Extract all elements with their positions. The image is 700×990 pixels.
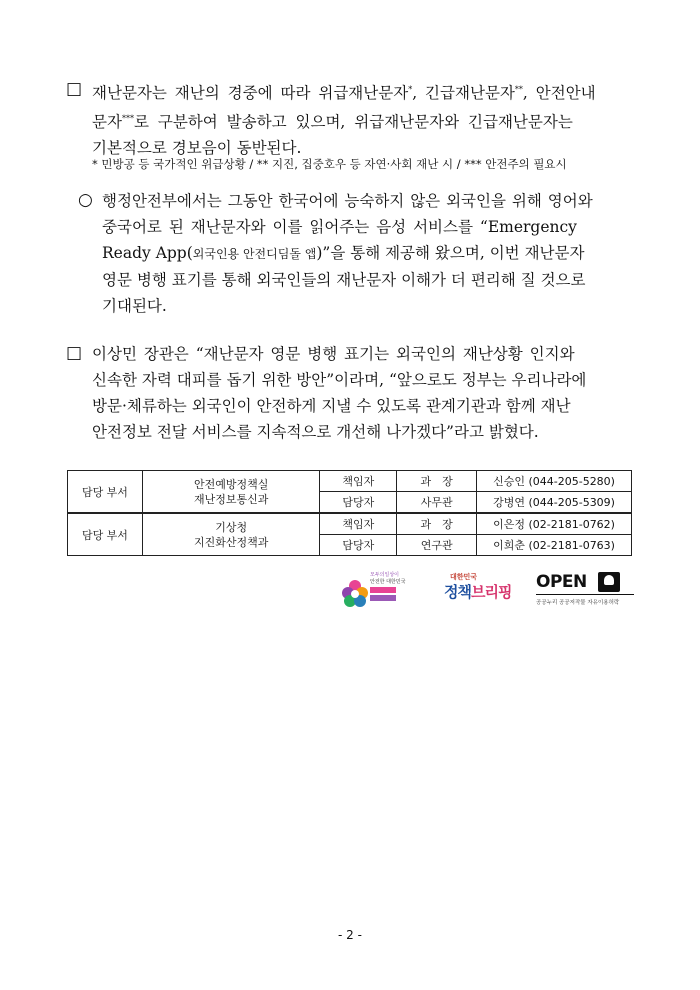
paragraph-1-line-1 [92, 77, 632, 106]
paragraph-3-line-4: 안전정보 전달 서비스를 지속적으로 개선해 나가겠다”라고 밝혔다. [92, 423, 539, 441]
kogl-open-logo [536, 572, 642, 618]
contact-cell: 이은정 (02-2181-0762) [477, 513, 632, 535]
paragraph-2-line-1: 행정안전부에서는 그동안 한국어에 능숙하지 않은 외국인을 위해 영어와 [102, 192, 593, 210]
role-cell: 책임자 [320, 471, 397, 492]
contact-cell: 이희춘 (02-2181-0763) [477, 535, 632, 556]
paragraph-2-line-2: 중국어로 된 재난문자와 이를 읽어주는 음성 서비스를 “Emergency [102, 218, 577, 236]
position-cell: 사무관 [397, 492, 477, 514]
text: 로 구분하여 발송하고 있으며, 위급재난문자와 긴급재난문자는 [133, 113, 573, 131]
paragraph-1-line-2 [92, 106, 632, 135]
contact-cell: 신승인 (044-205-5280) [477, 471, 632, 492]
circle-bullet: ○ [78, 190, 93, 210]
dept-label: 담당 부서 [68, 513, 143, 556]
paragraph-2 [102, 188, 632, 319]
square-bullet: □ [66, 79, 83, 99]
role-cell: 담당자 [320, 492, 397, 514]
page-number: - 2 - [338, 928, 362, 942]
logo-text-part: 브리핑 [470, 583, 512, 601]
flower-icon [340, 578, 370, 608]
footer-logos [340, 566, 640, 622]
text: )”을 통해 제공해 왔으며, 이번 재난문자 [316, 244, 585, 262]
table-row [68, 513, 632, 535]
role-cell: 담당자 [320, 535, 397, 556]
table-row [68, 471, 632, 492]
dept-name [142, 513, 320, 556]
contact-table [67, 470, 632, 556]
paragraph-1-line-3: 기본적으로 경보음이 동반된다. [92, 139, 302, 157]
policy-briefing-logo [444, 572, 530, 616]
footnote-mark: *** [121, 114, 134, 123]
logo-text: 모두의일상이 [370, 572, 399, 578]
text: Ready App( [102, 244, 193, 262]
person-icon [598, 572, 620, 592]
paragraph-3-line-3: 방문·체류하는 외국인이 안전하게 지낼 수 있도록 관계기관과 함께 재난 [92, 397, 571, 415]
dept-name [142, 471, 320, 514]
footnote: * 민방공 등 국가적인 위급상황 / ** 지진, 집중호우 등 자연·사회 재난 시 / *** 안전주의 필요시 [92, 157, 567, 171]
logo-text: 안전한 대한민국 [370, 579, 406, 585]
logo-text: 대한민국 [450, 573, 478, 581]
paragraph-2-line-3 [102, 240, 632, 267]
square-bullet: □ [66, 343, 83, 363]
position-cell: 과 장 [397, 513, 477, 535]
text: , 안전안내 [522, 84, 596, 102]
dept-line: 안전예방정책실 [193, 477, 269, 491]
text: 문자 [92, 113, 122, 131]
contact-cell: 강병연 (044-205-5309) [477, 492, 632, 514]
paragraph-1 [92, 77, 632, 161]
logo-text: OPEN [536, 572, 587, 592]
dept-line: 재난정보통신과 [193, 492, 269, 506]
paragraph-2-line-4: 영문 병행 표기를 통해 외국인들의 재난문자 이해가 더 편리해 질 것으로 [102, 271, 586, 289]
footnote-mark: * [408, 85, 413, 94]
logo-text: 공공누리 공공저작물 자유이용허락 [536, 600, 620, 606]
paragraph-2-line-5: 기대된다. [102, 297, 167, 315]
dept-label: 담당 부서 [68, 471, 143, 514]
app-name: 외국인용 안전디딤돌 앱 [192, 247, 317, 261]
paragraph-3 [92, 341, 632, 445]
text: 재난문자는 재난의 경중에 따라 위급재난문자 [92, 84, 409, 102]
dept-line: 지진화산정책과 [193, 535, 269, 549]
logo-text-part: 정책 [444, 583, 471, 601]
role-cell: 책임자 [320, 513, 397, 535]
paragraph-3-line-2: 신속한 자력 대피를 돕기 위한 방안”이라며, “앞으로도 정부는 우리나라에 [92, 371, 587, 389]
dept-line: 기상청 [215, 520, 248, 534]
position-cell: 과 장 [397, 471, 477, 492]
safe-korea-logo [340, 568, 406, 622]
logo-text [444, 581, 511, 602]
footnote-mark: ** [514, 85, 523, 94]
position-cell: 연구관 [397, 535, 477, 556]
text: , 긴급재난문자 [412, 84, 515, 102]
paragraph-3-line-1: 이상민 장관은 “재난문자 영문 병행 표기는 외국인의 재난상황 인지와 [92, 345, 575, 363]
